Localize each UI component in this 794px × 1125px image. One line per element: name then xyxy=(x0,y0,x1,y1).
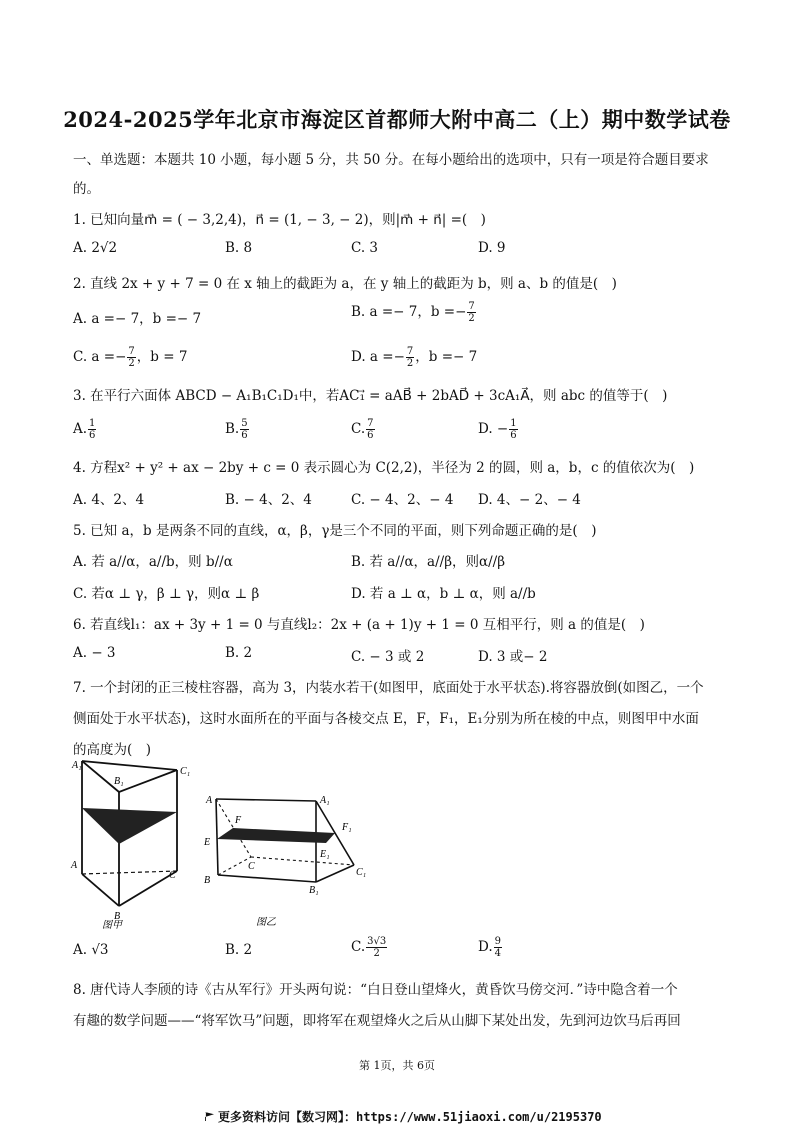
q6-stem: 6. 若直线l₁：ax + 3y + 1 = 0 与直线l₂：2x + (a + 1)y + 1 = 0 互相平行，则 a 的值是( ) xyxy=(73,617,645,633)
label-E: E xyxy=(204,837,211,848)
q6-option-b: B. 2 xyxy=(225,645,253,661)
label-A: A xyxy=(71,860,78,871)
label-B1: B₁ xyxy=(114,776,124,787)
q4-option-c: C. − 4、2、− 4 xyxy=(351,492,454,508)
figure-jia-caption: 图甲 xyxy=(102,920,122,931)
q4-option-a: A. 4、2、4 xyxy=(73,492,145,508)
q6-option-d: D. 3 或− 2 xyxy=(478,649,548,665)
q4-stem: 4. 方程x² + y² + ax − 2by + c = 0 表示圆心为 C(2,2)，半径为 2 的圆，则 a，b，c 的值依次为( ) xyxy=(73,460,695,476)
water-surface-yi xyxy=(217,828,335,843)
flag-icon xyxy=(205,1112,214,1121)
label-C: C xyxy=(248,861,255,872)
q2-option-c: C. a =− $\frac{7}{2}$ ，b = 7 xyxy=(73,346,188,369)
q2-option-d: D. a =− $\frac{7}{2}$ ，b =− 7 xyxy=(351,346,478,369)
figure-jia xyxy=(62,756,212,931)
q7-stem-line3: 的高度为( ) xyxy=(73,742,152,758)
q2-stem: 2. 直线 2x + y + 7 = 0 在 x 轴上的截距为 a，在 y 轴上的截距为 b，则 a、b 的值是( ) xyxy=(73,276,617,292)
q4-option-b: B. − 4、2、4 xyxy=(225,492,312,508)
q7-option-c: C. $\frac{3√3}{2}$ xyxy=(351,936,387,959)
figure-yi xyxy=(196,787,386,932)
q4-option-d: D. 4、− 2、− 4 xyxy=(478,492,581,508)
q1-option-a: A. 2√2 xyxy=(73,240,118,256)
label-C1: C₁ xyxy=(356,867,367,878)
q1-stem: 1. 已知向量m⃗ = ( − 3,2,4)，n⃗ = (1, − 3, − 2)，则|m⃗ + n⃗| =( ) xyxy=(73,212,486,228)
label-E1: E₁ xyxy=(320,849,330,860)
q3-option-b: B. $\frac{5}{6}$ xyxy=(225,418,248,441)
q6-option-c: C. − 3 或 2 xyxy=(351,649,425,665)
label-A1: A₁ xyxy=(72,760,82,771)
section-heading-line1: 一、单选题：本题共 10 小题，每小题 5 分，共 50 分。在每小题给出的选项中，只有一项是符合题目要求 xyxy=(73,152,709,168)
page-title: 2024-2025学年北京市海淀区首都师大附中高二（上）期中数学试卷 xyxy=(63,107,731,132)
label-F1: F₁ xyxy=(342,822,352,833)
q3-stem: 3. 在平行六面体 ABCD − A₁B₁C₁D₁中，若AC₁⃗ = aAB⃗ + 2bAD⃗ + 3cA₁A⃗，则 abc 的值等于( ) xyxy=(73,388,668,404)
q5-option-b: B. 若 a//α，a//β，则α//β xyxy=(351,554,506,570)
label-C: C xyxy=(169,870,176,881)
q3-option-a: A. $\frac{1}{6}$ xyxy=(73,418,96,441)
q6-option-a: A. − 3 xyxy=(73,645,116,661)
q2-option-b: B. a =− 7，b =− $\frac{7}{2}$ xyxy=(351,301,475,324)
water-surface-jia xyxy=(82,808,177,844)
q8-stem-line1: 8. 唐代诗人李颀的诗《古从军行》开头两句说：“白日登山望烽火，黄昏饮马傍交河．”诗中隐含着一个 xyxy=(73,982,678,998)
q1-option-b: B. 8 xyxy=(225,240,253,256)
q1-option-d: D. 9 xyxy=(478,240,506,256)
q7-option-a: A. √3 xyxy=(73,942,109,958)
label-A: A xyxy=(206,795,213,806)
section-heading-line2: 的。 xyxy=(73,181,100,197)
figure-yi-caption: 图乙 xyxy=(256,917,276,928)
q1-option-c: C. 3 xyxy=(351,240,379,256)
label-A1: A₁ xyxy=(320,795,330,806)
q3-option-d: D. − $\frac{1}{6}$ xyxy=(478,418,517,441)
q7-stem-line2: 侧面处于水平状态)，这时水面所在的平面与各棱交点 E，F，F₁，E₁分别为所在棱的中点，则图甲中水面 xyxy=(73,711,699,727)
q7-option-b: B. 2 xyxy=(225,942,253,958)
label-F: F xyxy=(235,815,242,826)
label-C1: C₁ xyxy=(180,766,191,777)
q8-stem-line2: 有趣的数学问题——“将军饮马”问题，即将军在观望烽火之后从山脚下某处出发，先到河边饮马后再回 xyxy=(73,1013,681,1029)
q5-option-c: C. 若α ⊥ γ，β ⊥ γ，则α ⊥ β xyxy=(73,586,260,602)
q7-option-d: D. $\frac{9}{4}$ xyxy=(478,936,502,959)
label-B: B xyxy=(114,911,121,922)
promo-text[interactable]: 更多资料访问【数习网】：https://www.51jiaoxi.com/u/2195370 xyxy=(218,1110,602,1124)
q5-stem: 5. 已知 a，b 是两条不同的直线，α，β，γ是三个不同的平面，则下列命题正确的是( ) xyxy=(73,523,597,539)
page-footer: 第 1页，共 6页 xyxy=(359,1059,435,1072)
q2-option-a: A. a =− 7，b =− 7 xyxy=(73,311,202,327)
q7-stem-line1: 7. 一个封闭的正三棱柱容器，高为 3，内装水若干(如图甲，底面处于水平状态).将容器放倒(如图乙，一个 xyxy=(73,680,704,696)
promo-link[interactable] xyxy=(205,1108,602,1125)
label-B: B xyxy=(204,875,211,886)
q5-option-a: A. 若 a//α，a//b，则 b//α xyxy=(73,554,233,570)
q5-option-d: D. 若 a ⊥ α，b ⊥ α，则 a//b xyxy=(351,586,536,602)
label-B1: B₁ xyxy=(309,885,319,896)
q3-option-c: C. $\frac{7}{6}$ xyxy=(351,418,374,441)
